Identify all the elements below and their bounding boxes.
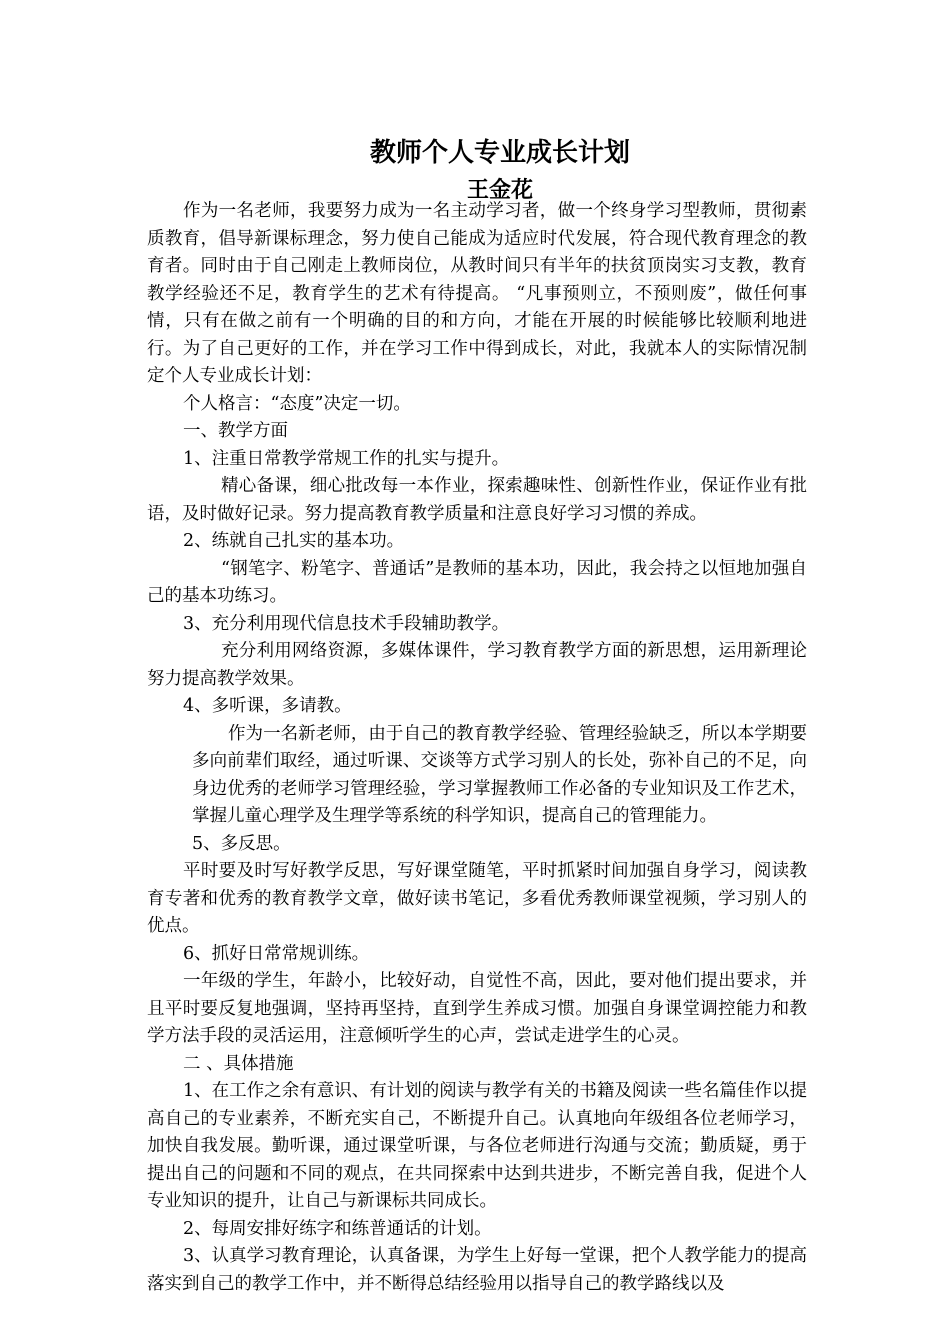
measure-3: 3、认真学习教育理论，认真备课，为学生上好每一堂课，把个人教学能力的提高落实到自己的教学工作中，并不断得总结经验用以指导自己的教学路线以及 [147, 1246, 807, 1294]
item-body-3: 充分利用网络资源，多媒体课件，学习教育教学方面的新思想，运用新理论努力提高教学效果。 [147, 641, 807, 689]
measure-1: 1、在工作之余有意识、有计划的阅读与教学有关的书籍及阅读一些名篇佳作以提高自己的专业素养，不断充实自己，不断提升自己。认真地向年级组各位老师学习，加快自我发展。勤听课，通过课堂听课，与各位老师进行沟通与交流；勤质疑，勇于提出自己的问题和不同的观点，在共同探索中达到共进步，不断完善自我，促进个人专业知识的提升，让自己与新课标共同成长。 [147, 1081, 807, 1211]
item-body-5: 平时要及时写好教学反思，写好课堂随笔，平时抓紧时间加强自身学习，阅读教育专著和优秀的教育教学文章，做好读书笔记，多看优秀教师课堂视频，学习别人的优点。 [147, 861, 807, 936]
item-body-6: 一年级的学生，年龄小，比较好动，自觉性不高，因此，要对他们提出要求，并且平时要反复地强调，坚持再坚持，直到学生养成习惯。加强自身课堂调控能力和教学方法手段的灵活运用，注意倾听学生的心声，尝试走进学生的心灵。 [147, 971, 807, 1046]
intro-paragraph: 作为一名老师，我要努力成为一名主动学习者，做一个终身学习型教师，贯彻素质教育，倡导新课标理念，努力使自己能成为适应时代发展，符合现代教育理念的教育者。同时由于自己刚走上教师岗位，从教时间只有半年的扶贫顶岗实习支教，教育教学经验还不足，教育学生的艺术有待提高。 “凡事预则立，不预则废”，做任何事情，只有在做之前有一个明确的目的和方向，才能在开展的时候能够比较顺利地进行。为了自己更好的工作，并在学习工作中得到成长，对此，我就本人的实际情况制定个人专业成长计划： [147, 201, 807, 386]
measure-2: 2、每周安排好练字和练普通话的计划。 [183, 1218, 492, 1239]
item-heading-6: 6、抓好日常常规训练。 [183, 943, 370, 964]
section-heading-measures: 二 、具体措施 [183, 1053, 294, 1074]
motto-line: 个人格言：“态度”决定一切。 [183, 393, 411, 414]
item-body-4: 作为一名新老师，由于自己的教育教学经验、管理经验缺乏，所以本学期要多向前辈们取经，通过听课、交谈等方式学习别人的长处，弥补自己的不足，向身边优秀的老师学习管理经验，学习掌握教师工作必备的专业知识及工作艺术，掌握儿童心理学及生理学等系统的科学知识，提高自己的管理能力。 [192, 723, 807, 826]
item-body-1: 精心备课，细心批改每一本作业，探索趣味性、创新性作业，保证作业有批语，及时做好记录。努力提高教育教学质量和注意良好学习习惯的养成。 [147, 476, 807, 524]
item-heading-2: 2、练就自己扎实的基本功。 [183, 531, 405, 551]
item-heading-1: 1、注重日常教学常规工作的扎实与提升。 [183, 448, 510, 469]
doc-author: 王金花 [466, 178, 533, 203]
item-heading-4: 4、多听课，多请教。 [183, 696, 352, 716]
item-heading-3: 3、充分利用现代信息技术手段辅助教学。 [183, 613, 510, 634]
item-body-2: “钢笔字、粉笔字、普通话”是教师的基本功，因此，我会持之以恒地加强自己的基本功练习。 [147, 558, 807, 606]
section-heading-teaching: 一、教学方面 [183, 421, 288, 441]
doc-body [147, 198, 807, 1298]
doc-title: 教师个人专业成长计划 [369, 138, 630, 168]
item-heading-5: 5、多反思。 [192, 833, 291, 854]
